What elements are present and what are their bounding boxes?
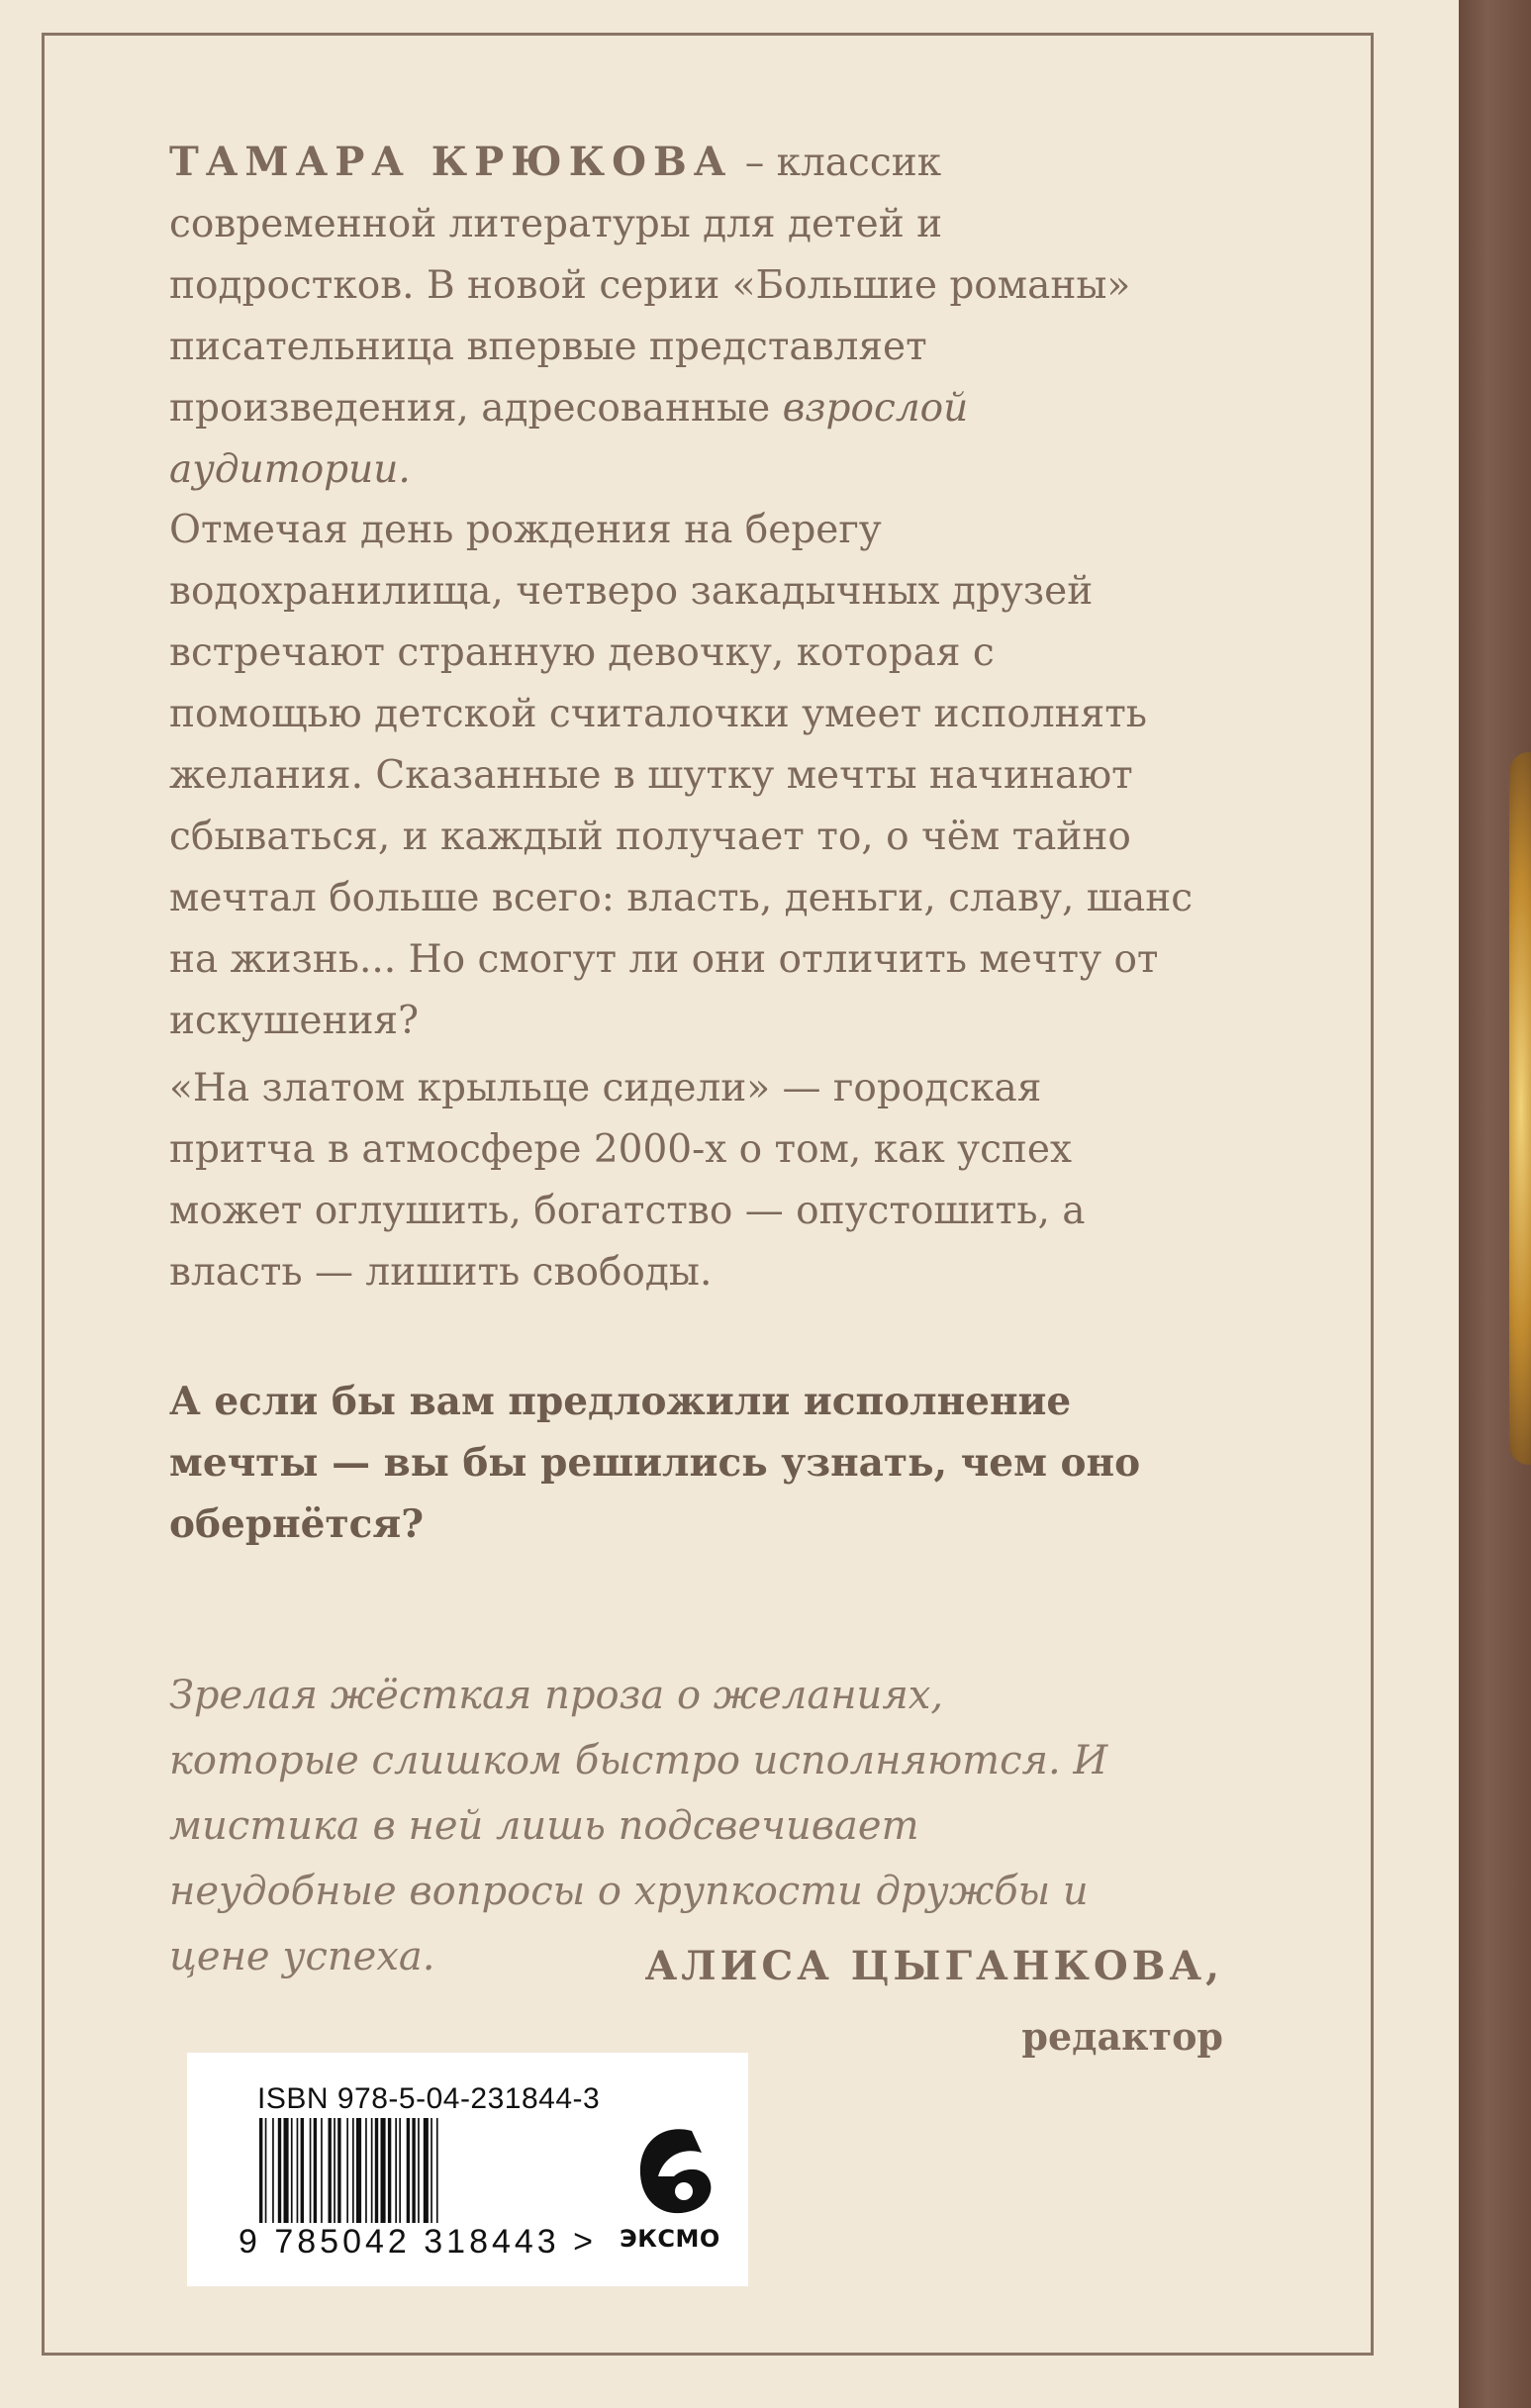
barcode-bar (412, 2118, 415, 2237)
barcode-bar (291, 2118, 293, 2237)
barcode-bar (321, 2118, 323, 2237)
intro-italic: взрослой аудитории. (169, 386, 969, 492)
author-intro (169, 132, 1198, 501)
barcode-panel (187, 2053, 748, 2286)
barcode-bar (329, 2118, 332, 2237)
barcode-bar (371, 2118, 373, 2237)
review-block (169, 1663, 1139, 1989)
barcode-bar (272, 2118, 274, 2237)
barcode-bar (388, 2118, 391, 2237)
barcode-bar (337, 2118, 340, 2237)
barcode-bar (399, 2118, 401, 2237)
intro-paragraph (169, 132, 1198, 501)
barcode-bar (301, 2118, 304, 2237)
barcode-bar (314, 2118, 317, 2237)
barcode-bar (375, 2118, 378, 2237)
barcode-bar (278, 2118, 281, 2237)
barcode-bar (346, 2118, 348, 2237)
barcode-bar (431, 2118, 432, 2237)
barcode-bar (424, 2118, 429, 2237)
barcode-bar (310, 2118, 312, 2237)
barcode-bar (418, 2118, 420, 2237)
barcode-bar (297, 2118, 299, 2237)
question-block (169, 1371, 1198, 1555)
barcode-bar (352, 2118, 354, 2237)
barcode-bar (381, 2118, 386, 2237)
parable-paragraph: «На златом крыльце сидели» — городская притча в атмосфере 2000-х о том, как успех может оглушить, богатство — опустошить, а власть — лишить свободы. (169, 1066, 1086, 1295)
reviewer-role: редактор (1021, 2014, 1223, 2059)
barcode-bar (395, 2118, 397, 2237)
publisher-name: ЭКСМО (620, 2225, 720, 2253)
barcode-bar (356, 2118, 361, 2237)
barcode-bars (259, 2118, 556, 2237)
gold-ornament-image (1509, 752, 1531, 1465)
synopsis-paragraph: Отмечая день рождения на берегу водохранилища, четверо закадычных друзей встречают странную девочку, которая с помощью детской считалочки умеет исполнять желания. Сказанные в шутку мечты начинают сбываться, и каждый получает то, о чём тайно мечтал больше всего: власть, деньги, славу, шанс на жизнь... Но смогут ли они отличить мечту от искушения? (169, 508, 1194, 1043)
intro-text: – классик современной литературы для детей и подростков. В новой серии «Большие романы» писательница впервые представляет произведения, адресованные (169, 141, 1131, 431)
barcode-bar (259, 2118, 262, 2237)
barcode-bar (284, 2118, 289, 2237)
barcode-bar (365, 2118, 367, 2237)
barcode-bar (265, 2118, 267, 2237)
question-paragraph: А если бы вам предложили исполнение мечты — вы бы решились узнать, чем оно обернётся? (169, 1379, 1141, 1547)
author-name: ТАМАРА КРЮКОВА (169, 139, 733, 185)
barcode-bar (334, 2118, 335, 2237)
synopsis-block (169, 500, 1198, 1052)
barcode-bar (407, 2118, 410, 2237)
review-quote: Зрелая жёсткая проза о желаниях, которые слишком быстро исполняются. И мистика в ней лишь подсвечивает неудобные вопросы о хрупкости дружбы и цене успеха. (169, 1673, 1108, 1979)
isbn-label: ISBN 978-5-04-231844-3 (257, 2082, 601, 2115)
ean-digits: 9 785042 318443 > (239, 2223, 598, 2261)
barcode-bar (436, 2118, 438, 2237)
parable-block (169, 1058, 1198, 1303)
reviewer-name: АЛИСА ЦЫГАНКОВА, (644, 1943, 1223, 1989)
